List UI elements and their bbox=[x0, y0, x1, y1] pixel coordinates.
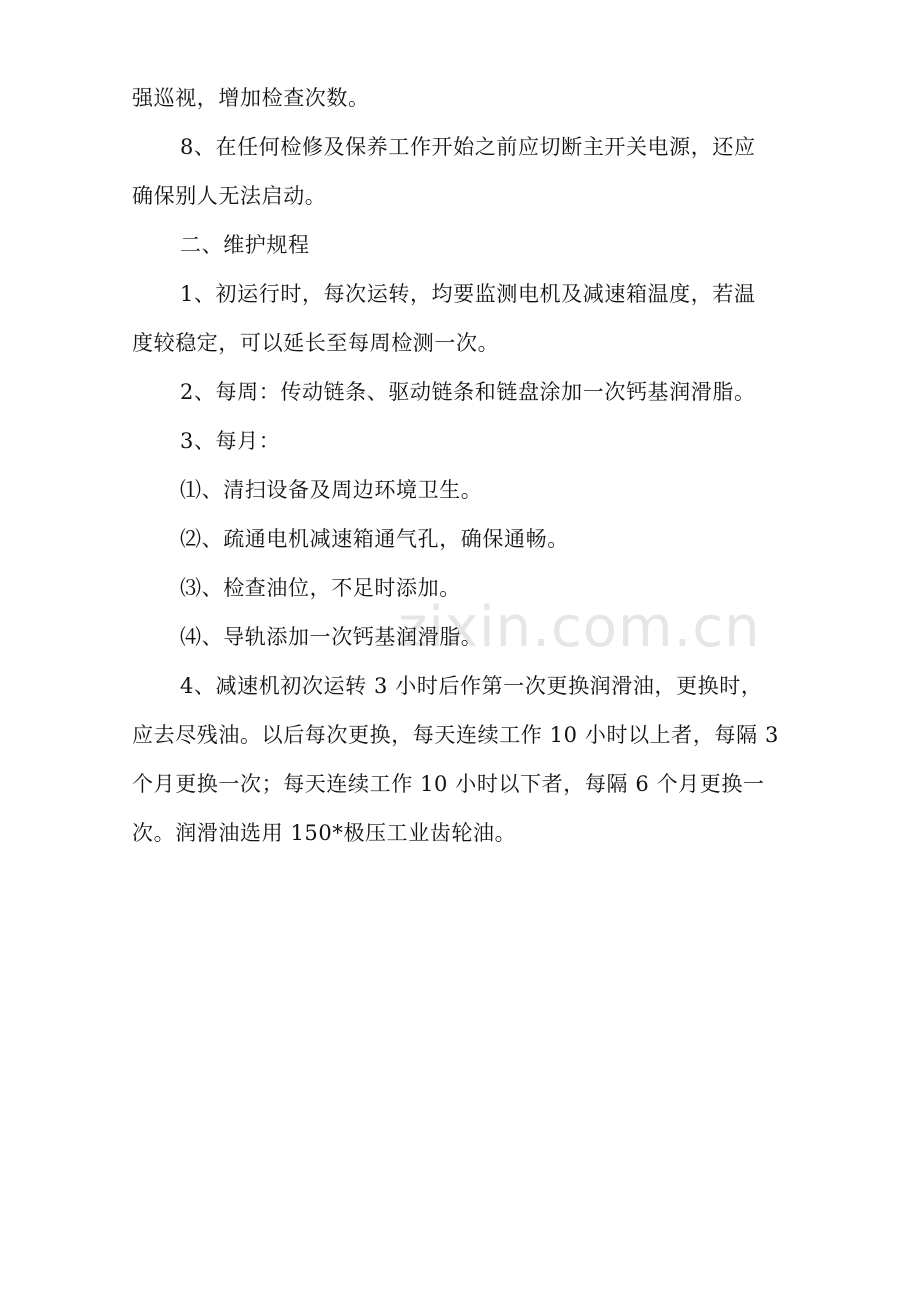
paragraph-line: 次。润滑油选用 150*极压工业齿轮油。 bbox=[132, 821, 517, 845]
paragraph-line: 确保别人无法启动。 bbox=[132, 184, 327, 208]
paragraph-line: 度较稳定，可以延长至每周检测一次。 bbox=[132, 331, 500, 355]
paragraph-line: 3、每月： bbox=[180, 429, 281, 453]
watermark: zixin.com.cn bbox=[398, 595, 761, 660]
paragraph-line: 强巡视，增加检查次数。 bbox=[132, 86, 370, 110]
list-item: ⑵、疏通电机减速箱通气孔，确保通畅。 bbox=[180, 527, 569, 551]
paragraph-line: 个月更换一次；每天连续工作 10 小时以下者，每隔 6 个月更换一 bbox=[132, 772, 765, 796]
list-item: ⑴、清扫设备及周边环境卫生。 bbox=[180, 478, 483, 502]
paragraph-line: 1、初运行时，每次运转，均要监测电机及减速箱温度，若温 bbox=[180, 282, 756, 306]
paragraph-line: 8、在任何检修及保养工作开始之前应切断主开关电源，还应 bbox=[180, 135, 756, 159]
list-item: ⑷、导轨添加一次钙基润滑脂。 bbox=[180, 625, 483, 649]
paragraph-line: 2、每周：传动链条、驱动链条和链盘涂加一次钙基润滑脂。 bbox=[180, 380, 756, 404]
paragraph-line: 4、减速机初次运转 3 小时后作第一次更换润滑油，更换时， bbox=[180, 674, 763, 698]
paragraph-line: 应去尽残油。以后每次更换，每天连续工作 10 小时以上者，每隔 3 bbox=[132, 723, 779, 747]
section-heading: 二、维护规程 bbox=[180, 233, 310, 257]
list-item: ⑶、检查油位，不足时添加。 bbox=[180, 576, 461, 600]
